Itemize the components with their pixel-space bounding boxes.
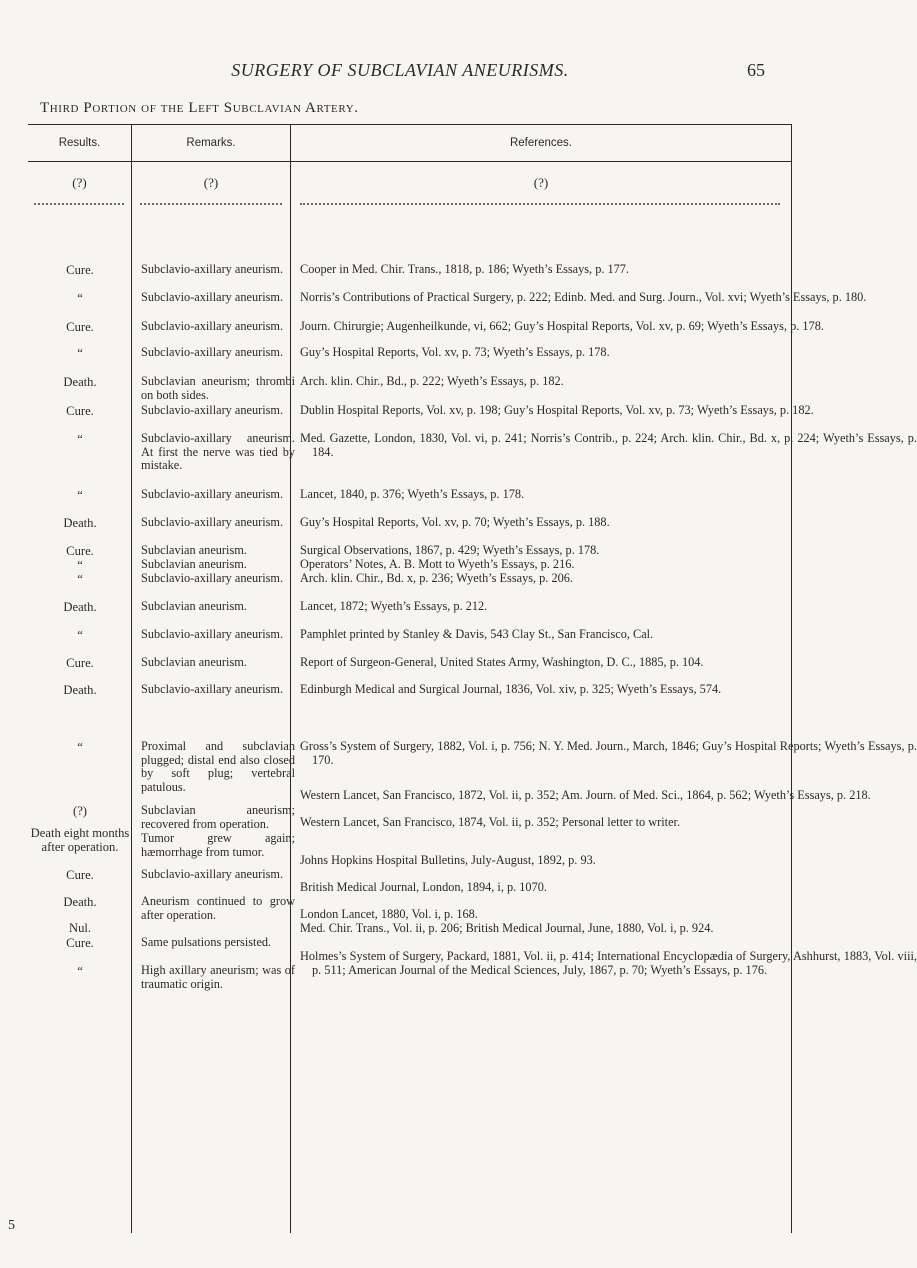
signature-mark: 5 <box>8 1218 15 1233</box>
reference-entry: British Medical Journal, London, 1894, i, p. 1070. <box>300 880 547 894</box>
result-entry: Cure. <box>66 263 94 277</box>
ditto-mark: “ <box>77 432 83 446</box>
result-entry: Cure. <box>66 320 94 334</box>
result-entry: (?) <box>73 804 87 818</box>
result-entry: Cure. <box>66 404 94 418</box>
remark-entry: Subclavio-axillary aneurism. <box>141 290 284 304</box>
remark-entry: Subclavio-axillary aneurism. <box>141 403 284 417</box>
remark-entry: Subclavio-axillary aneurism. <box>141 319 284 333</box>
reference-entry: Med. Gazette, London, 1830, Vol. vi, p. 241; Norris’s Contrib., p. 224; Arch. klin. Chir., Bd. x, p. 224; Wyeth’s Essays, p. 184. <box>300 431 917 459</box>
table-title: Third Portion of the Left Subclavian Artery. <box>40 100 359 116</box>
remark-entry: Subclavio-axillary aneurism. <box>141 867 284 881</box>
reference-entry: Dublin Hospital Reports, Vol. xv, p. 198; Guy’s Hospital Reports, Vol. xv, p. 73; Wyeth’s Essays, p. 182. <box>300 403 814 417</box>
column-header-results: Results. <box>58 137 101 149</box>
remark-entry: Subclavian aneurism. <box>141 655 247 669</box>
result-entry: Cure. <box>66 544 94 558</box>
remark-entry: Same pulsations persisted. <box>141 935 272 949</box>
result-entry: Death. <box>63 895 97 909</box>
reference-entry: Arch. klin. Chir., Bd. x, p. 236; Wyeth’s Essays, p. 206. <box>300 571 573 585</box>
remark-entry: Aneurism continued to grow after operation. <box>141 894 295 922</box>
header-rule <box>28 161 792 162</box>
ditto-mark: “ <box>77 740 83 754</box>
dotted-leader <box>140 197 282 205</box>
reference-entry: Surgical Observations, 1867, p. 429; Wyeth’s Essays, p. 178. <box>300 543 600 557</box>
remark-entry: Subclavio-axillary aneurism. <box>141 262 284 276</box>
reference-entry: Gross’s System of Surgery, 1882, Vol. i, p. 756; N. Y. Med. Journ., March, 1846; Guy’s Hospital Reports; Wyeth’s Essays, p. 170. <box>300 739 917 767</box>
page-number: 65 <box>747 60 765 80</box>
running-title: SURGERY OF SUBCLAVIAN ANEURISMS. <box>231 60 569 80</box>
dotted-leader <box>34 197 124 205</box>
reference-entry: Lancet, 1872; Wyeth’s Essays, p. 212. <box>300 599 488 613</box>
ditto-mark: “ <box>77 628 83 642</box>
remark-entry: Proximal and subclavian plugged; distal end also closed by soft plug; vertebral patulous. <box>141 739 295 794</box>
column-divider <box>131 125 132 1233</box>
remark-entry: Tumor grew again; hæmorrhage from tumor. <box>141 831 295 859</box>
remark-entry: Subclavio-axillary aneurism. <box>141 627 284 641</box>
result-entry: Death. <box>63 600 97 614</box>
reference-entry: Med. Chir. Trans., Vol. ii, p. 206; British Medical Journal, June, 1880, Vol. i, p. 924. <box>300 921 714 935</box>
unknown-remark: (?) <box>203 175 219 190</box>
column-header-references: References. <box>509 137 572 149</box>
ditto-mark: “ <box>77 558 83 572</box>
result-entry: Death. <box>63 516 97 530</box>
reference-entry: Guy’s Hospital Reports, Vol. xv, p. 73; Wyeth’s Essays, p. 178. <box>300 345 610 359</box>
remark-entry: Subclavio-axillary aneurism. <box>141 345 284 359</box>
result-entry: Cure. <box>66 656 94 670</box>
running-head <box>0 60 800 90</box>
reference-entry: Edinburgh Medical and Surgical Journal, 1836, Vol. xiv, p. 325; Wyeth’s Essays, 574. <box>300 682 722 696</box>
remark-entry: High axillary aneurism; was of traumatic origin. <box>141 963 295 991</box>
reference-entry: Journ. Chirurgie; Augenheilkunde, vi, 662; Guy’s Hospital Reports, Vol. xv, p. 69; Wyeth’s Essays, p. 178. <box>300 319 824 333</box>
ditto-mark: “ <box>77 346 83 360</box>
reference-entry: Cooper in Med. Chir. Trans., 1818, p. 186; Wyeth’s Essays, p. 177. <box>300 262 630 276</box>
unknown-result: (?) <box>72 175 87 190</box>
result-entry: Death eight months after operation. <box>30 826 130 854</box>
remark-entry: Subclavian aneurism. <box>141 599 247 613</box>
remark-entry: Subclavio-axillary aneurism. <box>141 682 284 696</box>
remark-entry: Subclavian aneurism; recovered from operation. <box>141 803 295 831</box>
reference-entry: London Lancet, 1880, Vol. i, p. 168. <box>300 907 478 921</box>
ditto-mark: “ <box>77 572 83 586</box>
ditto-mark: “ <box>77 488 83 502</box>
result-entry: Death. <box>63 683 97 697</box>
unknown-reference: (?) <box>533 175 549 190</box>
ditto-mark: “ <box>77 291 83 305</box>
reference-entry: Operators’ Notes, A. B. Mott to Wyeth’s Essays, p. 216. <box>300 557 575 571</box>
reference-entry: Western Lancet, San Francisco, 1874, Vol. ii, p. 352; Personal letter to writer. <box>300 815 681 829</box>
reference-entry: Johns Hopkins Hospital Bulletins, July-August, 1892, p. 93. <box>300 853 596 867</box>
reference-entry: Guy’s Hospital Reports, Vol. xv, p. 70; Wyeth’s Essays, p. 188. <box>300 515 610 529</box>
remark-entry: Subclavian aneurism. <box>141 543 247 557</box>
reference-entry: Arch. klin. Chir., Bd., p. 222; Wyeth’s Essays, p. 182. <box>300 374 564 388</box>
result-entry: Cure. <box>66 936 94 950</box>
column-header-remarks: Remarks. <box>186 137 236 149</box>
remark-entry: Subclavio-axillary aneurism. At first the nerve was tied by mistake. <box>141 431 295 472</box>
reference-entry: Pamphlet printed by Stanley & Davis, 543 Clay St., San Francisco, Cal. <box>300 627 654 641</box>
reference-entry: Norris’s Contributions of Practical Surgery, p. 222; Edinb. Med. and Surg. Journ., Vol. xvi; Wyeth’s Essays, p. 180. <box>300 290 867 304</box>
reference-entry: Report of Surgeon-General, United States Army, Washington, D. C., 1885, p. 104. <box>300 655 704 669</box>
dotted-leader <box>300 197 780 205</box>
reference-entry: Western Lancet, San Francisco, 1872, Vol. ii, p. 352; Am. Journ. of Med. Sci., 1864, p. 562; Wyeth’s Essays, p. 218. <box>300 788 871 802</box>
result-entry: Death. <box>63 375 97 389</box>
ditto-mark: “ <box>77 964 83 978</box>
result-entry: Cure. <box>66 868 94 882</box>
remark-entry: Subclavian aneurism. <box>141 557 247 571</box>
remark-entry: Subclavio-axillary aneurism. <box>141 487 284 501</box>
reference-entry: Lancet, 1840, p. 376; Wyeth’s Essays, p. 178. <box>300 487 525 501</box>
remark-entry: Subclavio-axillary aneurism. <box>141 515 284 529</box>
result-entry: Nul. <box>68 921 92 935</box>
remark-entry: Subclavian aneurism; thrombi on both sides. <box>141 374 295 402</box>
reference-entry: Holmes’s System of Surgery, Packard, 1881, Vol. ii, p. 414; International Encyclopædia of Surgery, Ashhurst, 1883, Vol. viii, p. 511; American Journal of the Medical Sciences, July, 1867, p. 70; Wyeth’s Essays, p. 176. <box>300 949 917 977</box>
remark-entry: Subclavio-axillary aneurism. <box>141 571 284 585</box>
